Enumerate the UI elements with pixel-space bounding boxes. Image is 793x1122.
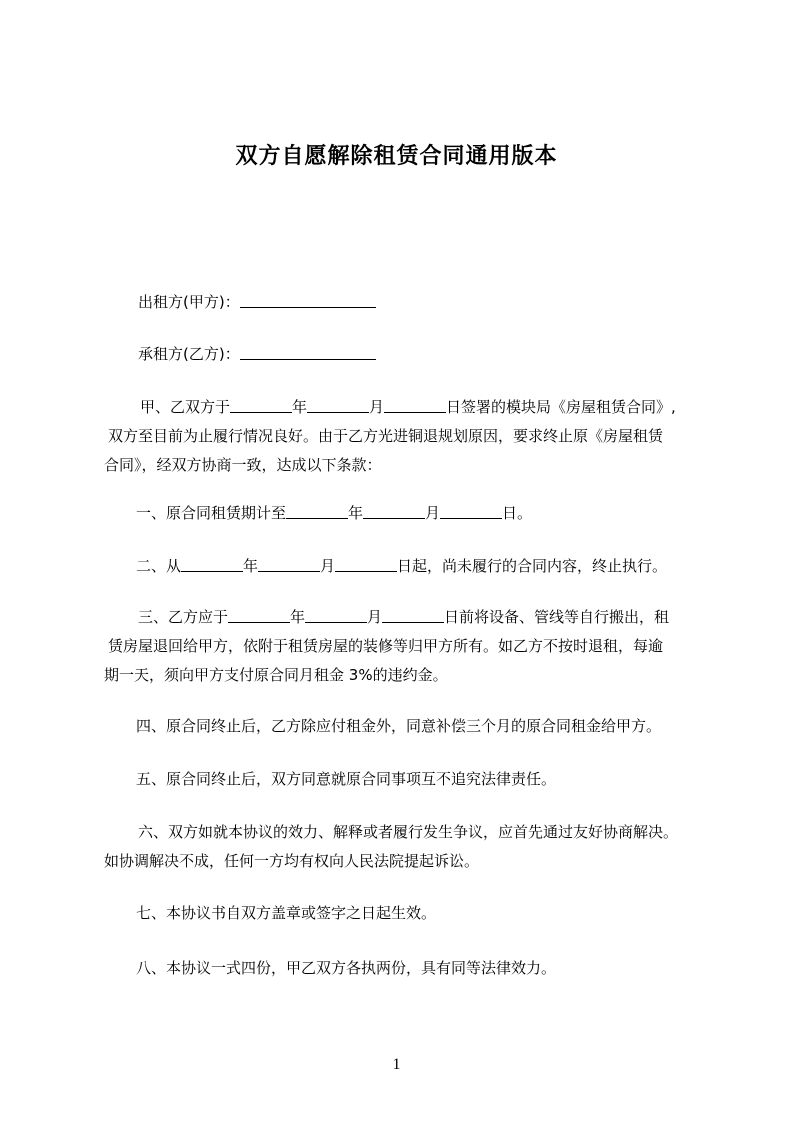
clause-7-text: 七、本协议书自双方盖章或签字之日起生效。 <box>136 904 437 922</box>
clause-3-year-label: 年 <box>290 608 306 626</box>
clause-4-text: 四、原合同终止后，乙方除应付租金外，同意补偿三个月的原合同租金给甲方。 <box>136 717 662 735</box>
clause-1-day-label: 日。 <box>502 504 533 522</box>
clause-1-text: 一、原合同租赁期计至 <box>136 504 287 522</box>
clause-6 <box>104 818 698 876</box>
clause-3-text-end: 日前将设备、管线等自行搬出，租 <box>444 608 670 626</box>
clause-7 <box>104 899 698 928</box>
clause-3-day-blank[interactable] <box>382 608 444 623</box>
lessee-name-blank[interactable] <box>240 345 376 360</box>
clause-3-line-2: 赁房屋退回给甲方，依附于租赁房屋的装修等归甲方所有。如乙方不按时退租，每逾 <box>108 637 664 655</box>
clause-2-month-label: 月 <box>320 557 336 575</box>
clause-1-month-blank[interactable] <box>363 504 425 519</box>
clause-6-line-1: 六、双方如就本协议的效力、解释或者履行发生争议，应首先通过友好协商解决。 <box>138 823 679 841</box>
clause-2-text-end: 日起，尚未履行的合同内容，终止执行。 <box>397 557 668 575</box>
document-title: 双方自愿解除租赁合同通用版本 <box>235 144 558 169</box>
clause-1-year-label: 年 <box>348 504 364 522</box>
page-number: 1 <box>392 1056 401 1073</box>
clause-2-day-blank[interactable] <box>335 557 397 572</box>
clause-3-year-blank[interactable] <box>228 608 290 623</box>
clause-3-month-label: 月 <box>367 608 383 626</box>
intro-text-end: 日签署的模块局《房屋租赁合同》, <box>446 398 676 416</box>
intro-line-2: 双方至目前为止履行情况良好。由于乙方光进铜退规划原因，要求终止原《房屋租赁 <box>108 427 664 445</box>
intro-paragraph <box>104 393 698 480</box>
lessor-label: 出租方(甲方)： <box>138 293 240 311</box>
clause-2-month-blank[interactable] <box>258 557 320 572</box>
intro-year-blank[interactable] <box>230 398 292 413</box>
clause-5 <box>104 765 698 794</box>
clause-8 <box>104 954 698 983</box>
clause-3 <box>104 603 698 690</box>
intro-month-blank[interactable] <box>307 398 369 413</box>
clause-4 <box>104 712 698 741</box>
clause-6-line-2: 如协调解决不成，任何一方均有权向人民法院提起诉讼。 <box>104 852 480 870</box>
clause-1 <box>104 499 698 528</box>
intro-day-blank[interactable] <box>384 398 446 413</box>
clause-2 <box>104 552 698 581</box>
intro-year-label: 年 <box>292 398 308 416</box>
clause-2-text-start: 二、从 <box>136 557 182 575</box>
clause-2-year-blank[interactable] <box>181 557 243 572</box>
clause-8-text: 八、本协议一式四份，甲乙双方各执两份，具有同等法律效力。 <box>136 959 557 977</box>
clause-1-month-label: 月 <box>425 504 441 522</box>
clause-2-year-label: 年 <box>243 557 259 575</box>
clause-3-line-3: 期一天，须向甲方支付原合同月租金 3%的违约金。 <box>104 666 448 684</box>
intro-text-start: 甲、乙双方于 <box>140 398 231 416</box>
intro-line-3: 合同》，经双方协商一致，达成以下条款： <box>104 456 382 474</box>
clause-3-month-blank[interactable] <box>305 608 367 623</box>
clause-5-text: 五、原合同终止后，双方同意就原合同事项互不追究法律责任。 <box>136 770 557 788</box>
clause-1-day-blank[interactable] <box>440 504 502 519</box>
clause-1-year-blank[interactable] <box>286 504 348 519</box>
lessee-line <box>104 340 698 369</box>
lessee-label: 承租方(乙方)： <box>138 345 240 363</box>
clause-3-text-start: 三、乙方应于 <box>138 608 229 626</box>
intro-month-label: 月 <box>369 398 385 416</box>
lessor-line <box>104 288 698 317</box>
lessor-name-blank[interactable] <box>240 293 376 308</box>
